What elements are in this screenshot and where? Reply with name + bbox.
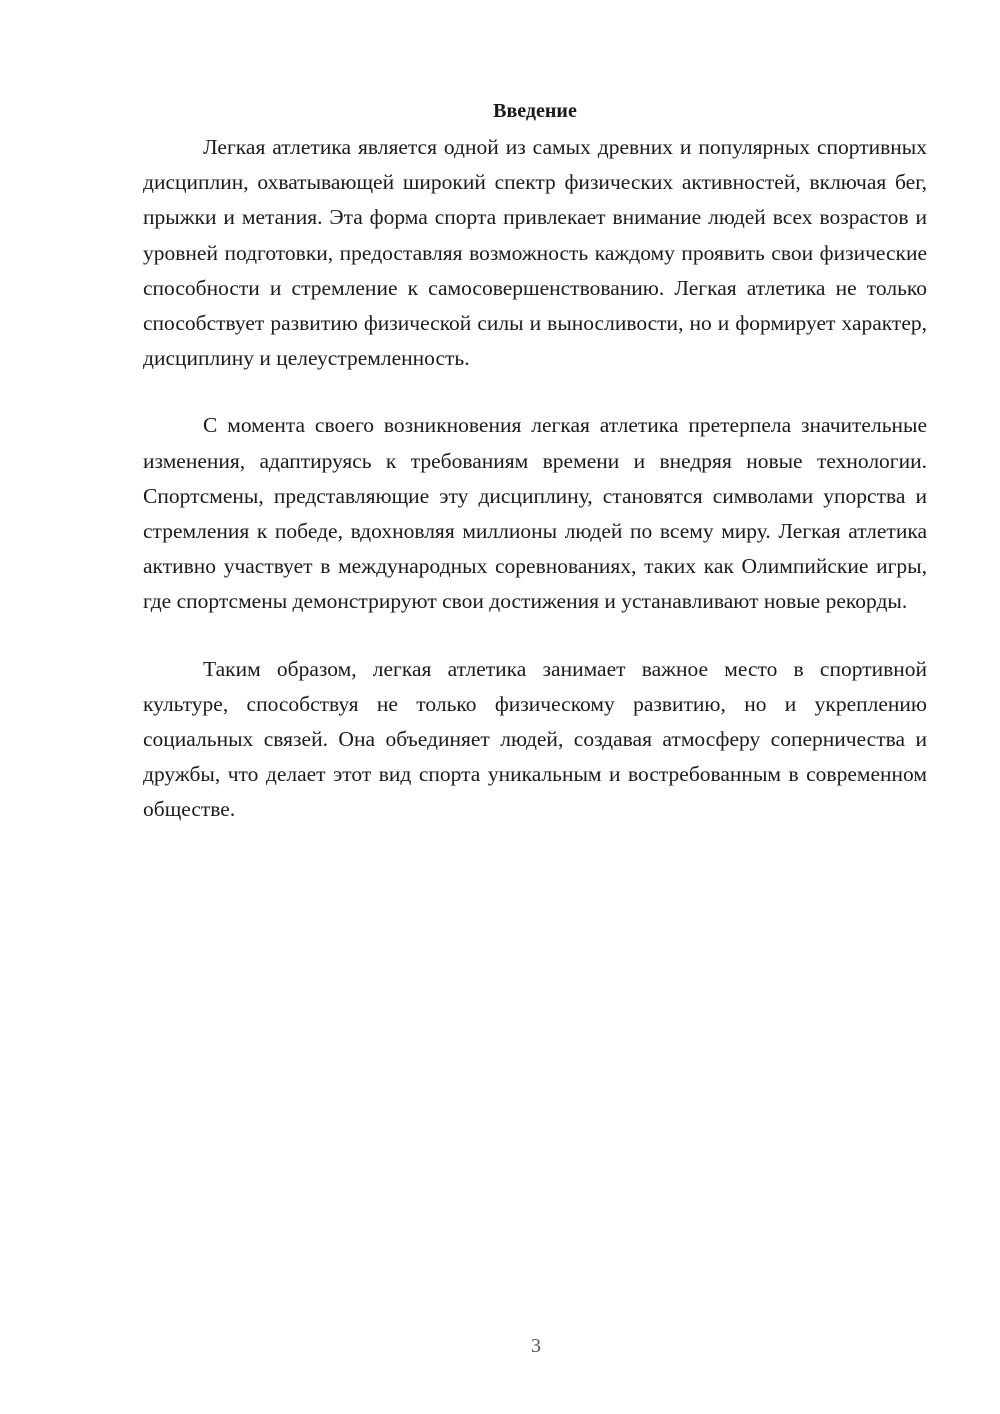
paragraph-3: Таким образом, легкая атлетика занимает важное место в спортивной культуре, способствуя не только физическому развитию, но и укреплению социальных связей. Она объединяет людей, создавая атмосферу соперничества и дружбы, что делает этот вид спорта уникальным и востребованным в современном обществе. — [143, 656, 927, 822]
page-number: 3 — [531, 1335, 541, 1357]
paragraph-2: С момента своего возникновения легкая атлетика претерпела значительные изменения, адаптируясь к требованиям времени и внедряя новые технологии. Спортсмены, представляющие эту дисциплину, становятся символами упорства и стремления к победе, вдохновляя миллионы людей по всему миру. Легкая атлетика активно участвует в международных соревнованиях, таких как Олимпийские игры, где спортсмены демонстрируют свои достижения и устанавливают новые рекорды. — [143, 413, 927, 614]
paragraph-1: Легкая атлетика является одной из самых древних и популярных спортивных дисциплин, охватывающей широкий спектр физических активностей, включая бег, прыжки и метания. Эта форма спорта привлекает внимание людей всех возрастов и уровней подготовки, предоставляя возможность каждому проявить свои физические способности и стремление к самосовершенствованию. Легкая атлетика не только способствует развитию физической силы и выносливости, но и формирует характер, дисциплину и целеустремленность. — [143, 135, 927, 371]
section-heading: Введение — [493, 100, 577, 122]
page-content — [143, 96, 927, 860]
